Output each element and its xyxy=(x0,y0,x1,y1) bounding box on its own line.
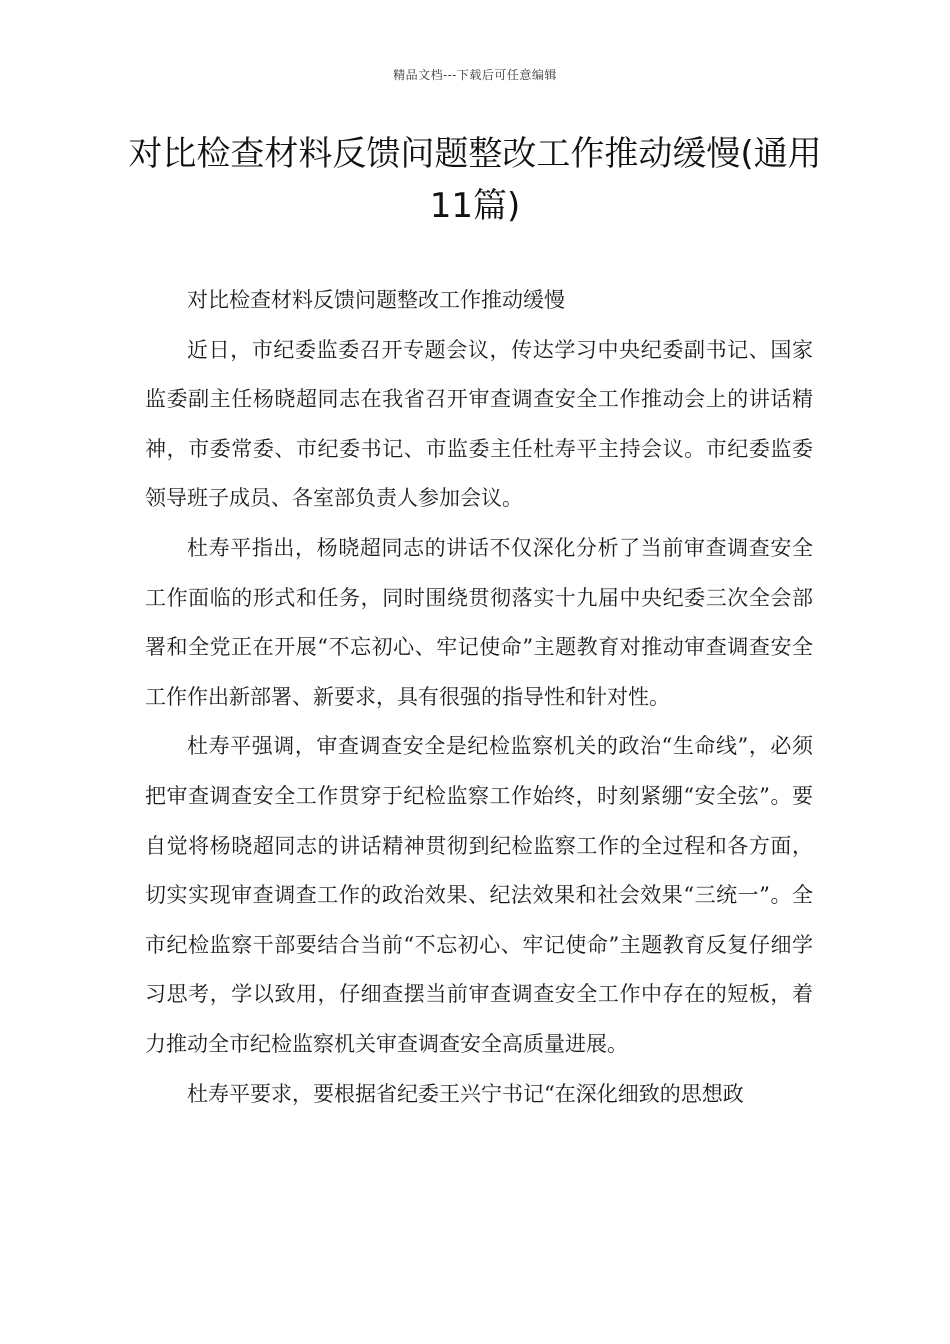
paragraph-subtitle: 对比检查材料反馈问题整改工作推动缓慢 xyxy=(187,288,565,312)
paragraph: 杜寿平指出，杨晓超同志的讲话不仅深化分析了当前审查调查安全工作面临的形式和任务，同时围绕贯彻落实十九届中央纪委三次全会部署和全党正在开展“不忘初心、牢记使命”主题教育对推动审查调查安全工作作出新部署、新要求，具有很强的指导性和针对性。 xyxy=(145,535,813,709)
document-title: 对比检查材料反馈问题整改工作推动缓慢(通用11篇) xyxy=(128,134,822,226)
header-note: 精品文档---下载后可任意编辑 xyxy=(393,68,557,82)
document-body xyxy=(145,276,813,1119)
paragraph: 杜寿平强调，审查调查安全是纪检监察机关的政治“生命线”，必须把审查调查安全工作贯穿于纪检监察工作始终，时刻紧绷“安全弦”。要自觉将杨晓超同志的讲话精神贯彻到纪检监察工作的全过程和各方面，切实实现审查调查工作的政治效果、纪法效果和社会效果“三统一”。全市纪检监察干部要结合当前“不忘初心、牢记使命”主题教育反复仔细学习思考，学以致用，仔细查摆当前审查调查安全工作中存在的短板，着力推动全市纪检监察机关审查调查安全高质量进展。 xyxy=(145,734,813,1056)
paragraph: 杜寿平要求，要根据省纪委王兴宁书记“在深化细致的思想政 xyxy=(187,1081,744,1106)
paragraph: 近日，市纪委监委召开专题会议，传达学习中央纪委副书记、国家监委副主任杨晓超同志在我省召开审查调查安全工作推动会上的讲话精神，市委常委、市纪委书记、市监委主任杜寿平主持会议。市纪委监委领导班子成员、各室部负责人参加会议。 xyxy=(145,337,813,511)
